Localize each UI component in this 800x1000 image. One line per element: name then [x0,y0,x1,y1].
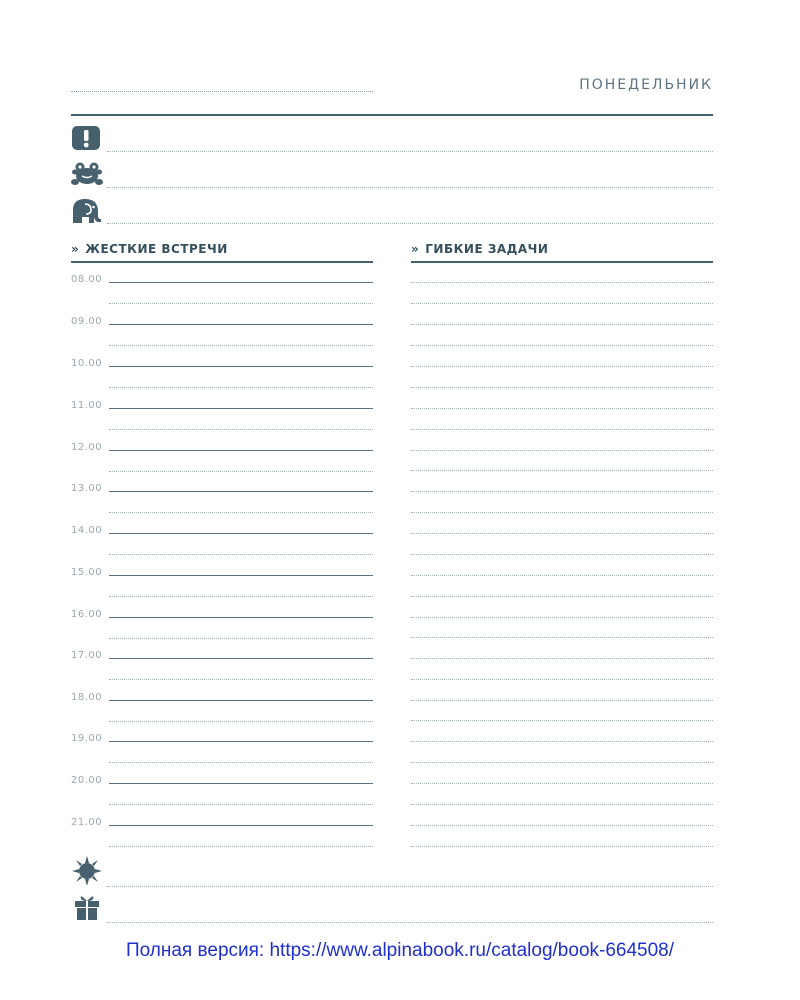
time-slot[interactable] [71,358,373,408]
half-hour-line [109,303,373,304]
time-slot[interactable] [71,733,373,783]
header-divider [71,114,713,116]
half-hour-line [109,846,373,847]
time-label: 17.00 [71,650,103,661]
sun-icon [71,855,103,885]
meetings-divider [71,261,373,263]
gift-icon [71,891,103,921]
time-label: 09.00 [71,316,103,327]
time-label: 21.00 [71,817,103,828]
priority-line [107,187,713,188]
time-label: 08.00 [71,274,103,285]
task-line[interactable] [411,825,713,826]
chevron-icon: » [71,242,80,256]
task-line[interactable] [411,470,713,471]
half-hour-line [109,387,373,388]
half-hour-line [109,345,373,346]
half-hour-line [109,762,373,763]
priority-row-elephant[interactable] [71,192,713,224]
half-hour-line [109,554,373,555]
time-label: 19.00 [71,733,103,744]
task-line[interactable] [411,720,713,721]
full-version-link[interactable]: Полная версия: https://www.alpinabook.ru/catalog/book-664508/ [125,940,675,961]
time-slot[interactable] [71,483,373,533]
half-hour-line [109,638,373,639]
task-line[interactable] [411,804,713,805]
day-title: ПОНЕДЕЛЬНИК [579,77,713,93]
task-line[interactable] [411,658,713,659]
hour-line [109,658,373,659]
priority-line [107,223,713,224]
task-line[interactable] [411,345,713,346]
task-line[interactable] [411,450,713,451]
time-label: 13.00 [71,483,103,494]
date-line[interactable] [71,91,373,92]
task-line[interactable] [411,512,713,513]
exclamation-icon [71,124,103,152]
time-slot[interactable] [71,274,373,324]
half-hour-line [109,512,373,513]
task-line[interactable] [411,282,713,283]
half-hour-line [109,804,373,805]
task-line[interactable] [411,846,713,847]
task-line[interactable] [411,303,713,304]
time-slot[interactable] [71,567,373,617]
task-line[interactable] [411,762,713,763]
task-line[interactable] [411,387,713,388]
time-label: 18.00 [71,692,103,703]
half-hour-line [109,429,373,430]
task-line[interactable] [411,408,713,409]
task-line[interactable] [411,533,713,534]
time-label: 20.00 [71,775,103,786]
task-line[interactable] [411,575,713,576]
task-line[interactable] [411,617,713,618]
time-label: 15.00 [71,567,103,578]
half-hour-line [109,679,373,680]
task-line[interactable] [411,554,713,555]
hour-line [109,450,373,451]
time-slot[interactable] [71,609,373,659]
elephant-icon [71,196,103,224]
time-label: 11.00 [71,400,103,411]
time-slot[interactable] [71,692,373,742]
task-line[interactable] [411,679,713,680]
priority-row-urgent[interactable] [71,120,713,152]
tasks-title: ГИБКИЕ ЗАДАЧИ [425,242,549,256]
bottom-line [107,922,713,923]
task-line[interactable] [411,324,713,325]
time-slot[interactable] [71,525,373,575]
time-slot[interactable] [71,400,373,450]
time-label: 14.00 [71,525,103,536]
time-label: 16.00 [71,609,103,620]
time-slot[interactable] [71,650,373,700]
hour-line [109,533,373,534]
hour-line [109,282,373,283]
meetings-heading [71,242,228,256]
hour-line [109,408,373,409]
time-slot[interactable] [71,442,373,492]
priority-line [107,151,713,152]
meetings-title: ЖЕСТКИЕ ВСТРЕЧИ [85,242,228,256]
chevron-icon: » [411,242,420,256]
hour-line [109,741,373,742]
task-line[interactable] [411,700,713,701]
hour-line [109,825,373,826]
tasks-divider [411,261,713,263]
hour-line [109,783,373,784]
task-line[interactable] [411,741,713,742]
time-label: 12.00 [71,442,103,453]
hour-line [109,324,373,325]
task-line[interactable] [411,637,713,638]
task-line[interactable] [411,429,713,430]
half-hour-line [109,721,373,722]
task-line[interactable] [411,783,713,784]
task-line[interactable] [411,491,713,492]
bottom-row-sun[interactable] [71,853,713,887]
priority-row-frog[interactable] [71,156,713,188]
time-slot[interactable] [71,316,373,366]
hour-line [109,366,373,367]
half-hour-line [109,596,373,597]
hour-line [109,700,373,701]
bottom-row-gift[interactable] [71,889,713,923]
hour-line [109,617,373,618]
hour-line [109,491,373,492]
half-hour-line [109,471,373,472]
hour-line [109,575,373,576]
time-label: 10.00 [71,358,103,369]
bottom-line [107,886,713,887]
tasks-heading [411,242,548,256]
task-line[interactable] [411,366,713,367]
task-line[interactable] [411,596,713,597]
frog-icon [71,160,103,188]
time-slot[interactable] [71,775,373,825]
